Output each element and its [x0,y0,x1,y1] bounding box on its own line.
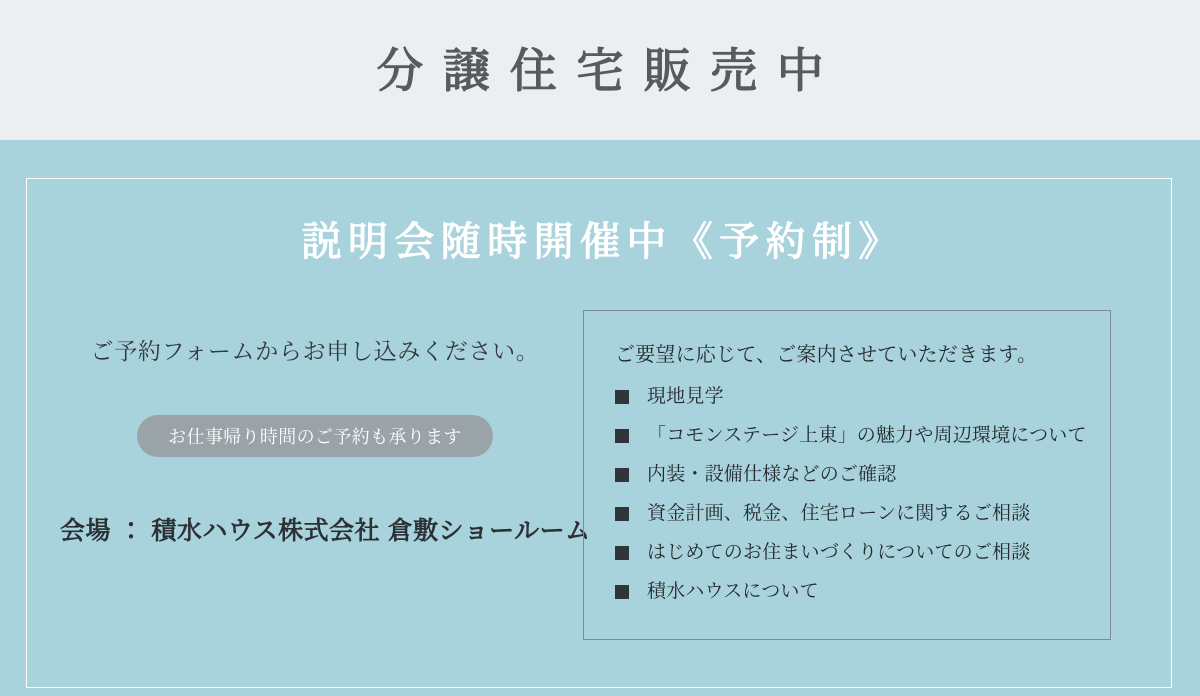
venue-text: 会場 ： 積水ハウス株式会社 倉敷ショールーム [60,517,591,546]
square-bullet-icon [615,507,629,521]
square-bullet-icon [615,429,629,443]
guidance-item-list [615,386,1085,620]
list-item [615,464,1085,488]
list-item-label: はじめてのお住まいづくりについてのご相談 [647,542,1031,563]
page-title: 分譲住宅販売中 [376,43,844,97]
square-bullet-icon [615,468,629,482]
list-item [615,542,1085,566]
after-work-reservation-badge: お仕事帰り時間のご予約も承ります [137,415,493,457]
guidance-box [583,310,1111,640]
banner-header [0,0,1200,140]
list-item [615,581,1085,605]
list-item [615,503,1085,527]
list-item-label: 内装・設備仕様などのご確認 [647,464,897,485]
square-bullet-icon [615,390,629,404]
guidance-lead-text: ご要望に応じて、ご案内させていただきます。 [615,344,1038,366]
banner-body [0,140,1200,696]
list-item-label: 現地見学 [647,386,724,407]
list-item-label: 積水ハウスについて [647,581,819,602]
list-item-label: 資金計画、税金、住宅ローンに関するご相談 [647,503,1031,524]
square-bullet-icon [615,546,629,560]
reservation-lead-text: ご予約フォームからお申し込みください。 [90,338,540,364]
left-column [60,335,591,547]
list-item-label: 「コモンステージ上東」の魅力や周辺環境について [647,425,1087,446]
list-item [615,425,1085,449]
square-bullet-icon [615,585,629,599]
section-subtitle: 説明会随時開催中《予約制》 [301,220,905,264]
list-item [615,386,1085,410]
